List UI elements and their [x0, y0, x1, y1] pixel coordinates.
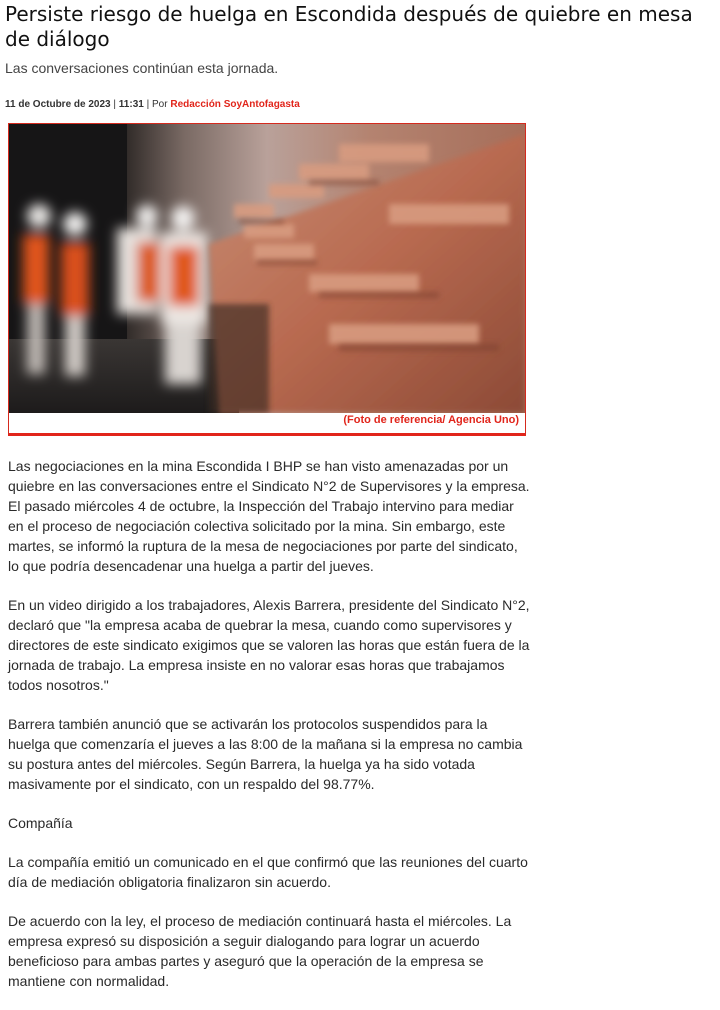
article-paragraph: Las negociaciones en la mina Escondida I BHP se han visto amenazadas por un quiebre en las conversaciones entre el Sindicato N°2 de Supervisores y la empresa. El pasado miércoles 4 de octubre, la Inspección del Trabajo intervino para mediar en el proceso de negociación colectiva solicitado por la mina. Sin embargo, este martes, se informó la ruptura de la mesa de negociaciones por parte del sindicato, lo que podría desencadenar una huelga a partir del jueves.	[8, 458, 530, 574]
article-figure	[8, 123, 526, 436]
article-paragraph: La compañía emitió un comunicado en el que confirmó que las reuniones del cuarto día de mediación obligatoria finalizaron sin acuerdo.	[8, 854, 528, 890]
article-time: 11:31	[118, 99, 144, 110]
article-photo	[9, 124, 525, 413]
meta-separator: |	[146, 99, 150, 110]
article-date: 11 de Octubre de 2023	[5, 99, 111, 110]
article-paragraph: De acuerdo con la ley, el proceso de mediación continuará hasta el miércoles. La empresa expresó su disposición a seguir dialogando para lograr un acuerdo beneficioso para ambas partes y aseguró que la operación de la empresa se mantiene con normalidad.	[8, 913, 512, 989]
article-paragraph: Barrera también anunció que se activarán los protocolos suspendidos para la huelga que comenzaría el jueves a las 8:00 de la mañana si la empresa no cambia su postura antes del miércoles. Según Barrera, la huelga ya ha sido votada masivamente por el sindicato, con un respaldo del 98.77%.	[8, 716, 523, 792]
article-meta	[5, 99, 300, 110]
article-body	[8, 456, 530, 1010]
author-link[interactable]: Redacción SoyAntofagasta	[170, 99, 300, 110]
section-heading: Compañía	[8, 815, 73, 831]
meta-separator: |	[113, 99, 117, 110]
article-subtitle: Las conversaciones continúan esta jornada.	[5, 60, 279, 76]
article-paragraph: En un video dirigido a los trabajadores, Alexis Barrera, presidente del Sindicato N°2, declaró que "la empresa acaba de quebrar la mesa, cuando como supervisores y directores de este sindicato exigimos que se valoren las horas que están fuera de la jornada de trabajo. La empresa insiste en no valorar esas horas que trabajamos todos nosotros."	[8, 597, 530, 693]
by-label: Por	[152, 99, 168, 110]
image-caption: (Foto de referencia/ Agencia Uno)	[343, 414, 519, 426]
article-title: Persiste riesgo de huelga en Escondida después de quiebre en mesa de diálogo	[5, 2, 693, 51]
